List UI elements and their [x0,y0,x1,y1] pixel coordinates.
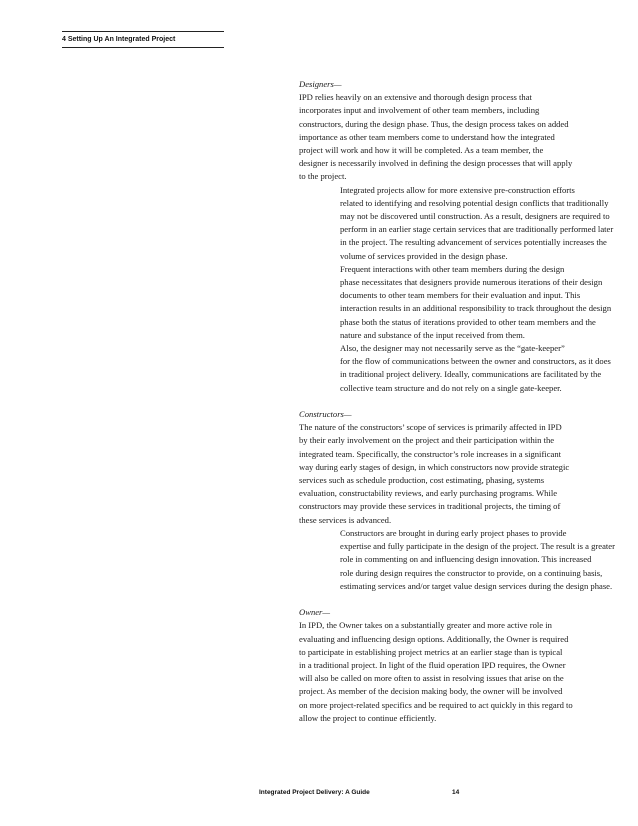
text-line: constructors, during the design phase. Thus, the design process takes on added [299,118,569,129]
text-line: will also be called on more often to assist in resolving issues that arise on the [299,673,564,684]
text-line: evaluation, constructability reviews, and early purchasing programs. While [299,488,558,499]
text-line: In IPD, the Owner takes on a substantially greater and more active role in [299,620,552,631]
text-line: on more project-related specifics and be required to act quickly in this regard to [299,699,573,710]
chapter-header: 4 Setting Up An Integrated Project [62,36,176,43]
text-line: nature and substance of the input received from them. [340,329,525,340]
text-line: documents to other team members for their evaluation and input. This [340,290,581,301]
text-line: expertise and fully participate in the design of the project. The result is a greater [340,541,615,552]
paragraph [299,91,605,183]
text-line: by their early involvement on the project and their participation within the [299,435,555,446]
text-line: volume of services provided in the design phase. [340,250,508,261]
paragraph [299,342,611,395]
section-heading: Designers— [299,79,342,89]
paragraph [299,263,612,342]
text-line: for the flow of communications between the owner and constructors, as it does [340,356,611,367]
section-heading: Owner— [299,607,331,618]
text-line: constructors may provide these services in traditional projects, the timing of [299,501,561,512]
footer-document-title: Integrated Project Delivery: A Guide [259,789,370,796]
text-line: services such as schedule production, cost estimating, phasing, systems [299,475,545,486]
text-line: perform in an earlier stage certain services that are traditionally performed later [340,224,614,235]
text-line: to participate in establishing project metrics at an earlier stage than is typical [299,646,563,657]
text-line: project. As member of the decision making body, the owner will be involved [299,686,563,697]
text-line: IPD relies heavily on an extensive and thorough design process that [299,92,532,103]
text-line: role during design requires the constructor to provide, on a continuing basis, [340,567,603,578]
text-line: evaluating and influencing design options. Additionally, the Owner is required [299,633,569,644]
text-line: designer is necessarily involved in defining the design processes that will apply [299,158,573,169]
page-number: 14 [452,789,460,796]
section-heading: Constructors— [299,409,352,420]
paragraph [299,421,605,527]
text-line: in a traditional project. In light of the fluid operation IPD requires, the Owner [299,659,566,670]
text-line: integrated team. Specifically, the constructor’s role increases in a significant [299,448,562,459]
text-line: Also, the designer may not necessarily serve as the “gate-keeper” [340,343,565,354]
header-rule-bottom [62,47,224,48]
text-line: role in commenting on and influencing design innovation. This increased [340,554,592,565]
text-line: The nature of the constructors’ scope of services is primarily affected in IPD [299,422,562,433]
text-line: may not be discovered until construction. As a result, designers are required to [340,211,610,222]
paragraph [299,527,615,593]
paragraph [299,619,605,725]
header-rule-top [62,31,224,32]
text-line: estimating services and/or target value design services during the design phase. [340,580,613,591]
text-line: Integrated projects allow for more extensive pre-construction efforts [340,184,575,195]
text-line: phase necessitates that designers provide numerous iterations of their design [340,277,603,288]
text-line: interaction results in an additional responsibility to track throughout the design [340,303,612,314]
text-line: incorporates input and involvement of other team members, including [299,105,540,116]
text-line: to the project. [299,171,347,182]
text-line: in the project. The resulting advancement of services potentially increases the [340,237,607,248]
text-line: these services is advanced. [299,514,392,525]
body-text [299,78,615,738]
text-line: project will work and how it will be completed. As a team member, the [299,145,544,156]
section-constructors [299,408,615,593]
text-line: importance as other team members come to understand how the integrated [299,131,555,142]
text-line: phase both the status of iterations provided to other team members and the [340,316,596,327]
paragraph [299,184,614,263]
text-line: allow the project to continue efficiently. [299,712,437,723]
text-line: Constructors are brought in during early project phases to provide [340,527,567,538]
text-line: in traditional project delivery. Ideally, communications are facilitated by the [340,369,602,380]
text-line: way during early stages of design, in which constructors now provide strategic [299,461,570,472]
section-designers [299,78,614,395]
text-line: related to identifying and resolving potential design conflicts that traditionally [340,197,609,208]
text-line: collective team structure and do not rely on a single gate-keeper. [340,382,562,393]
text-line: Frequent interactions with other team members during the design [340,263,565,274]
section-owner [299,606,605,725]
